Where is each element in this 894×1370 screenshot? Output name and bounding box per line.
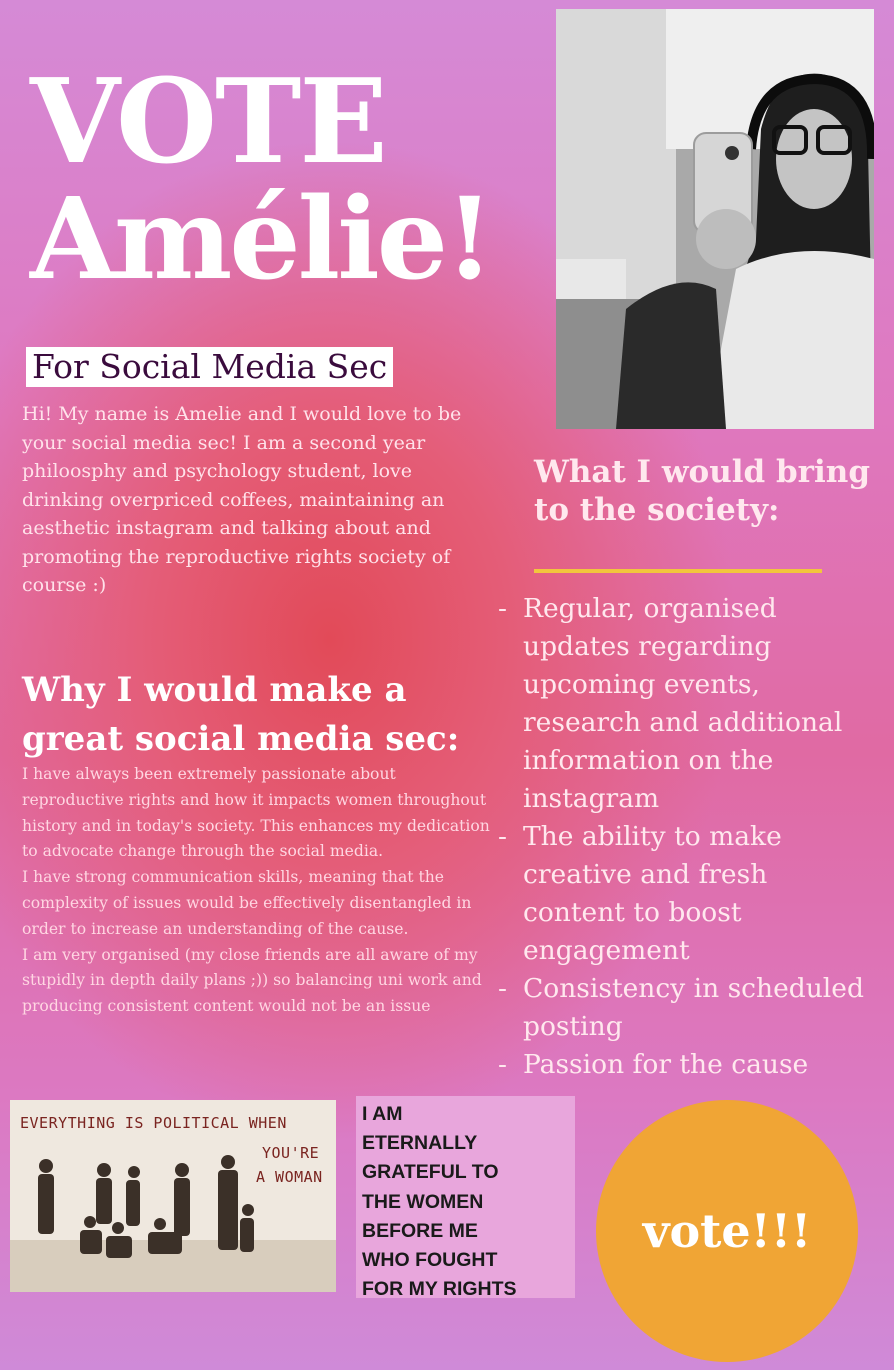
vintage-poster-image (10, 1100, 336, 1292)
bring-item-text: Regular, organised updates regarding upcoming events, research and additional information on the instagram (523, 593, 843, 814)
bring-list-item: - The ability to make creative and fresh content to boost engagement (498, 821, 782, 966)
why-paragraph: I have strong communication skills, meaning that the complexity of issues would be effectively disentangled in order to increase an understanding of the cause. (22, 868, 472, 938)
bring-item-text: Consistency in scheduled posting (523, 973, 864, 1042)
title-vote: VOTE (30, 54, 386, 190)
bring-item-text: Passion for the cause (523, 1049, 809, 1080)
intro-paragraph: Hi! My name is Amelie and I would love to be your social media sec! I am a second year philoosphy and psychology student, love drinking overpriced coffees, maintaining an aesthetic instagram and talking about and promoting the reproductive rights society of course :) (22, 403, 462, 596)
why-paragraph: I am very organised (my close friends are all aware of my stupidly in depth daily plans ;)) so balancing uni work and producing consistent content would not be an issue (22, 945, 482, 1016)
poster-line-1: EVERYTHING IS POLITICAL WHEN (20, 1114, 287, 1132)
bring-list-item: - Passion for the cause (498, 1049, 809, 1080)
quote-box (356, 1096, 575, 1301)
why-body (22, 762, 502, 1020)
bring-list-item: - Regular, organised updates regarding upcoming events, research and additional information on the instagram (498, 593, 843, 814)
vote-badge-label: vote!!! (642, 1204, 812, 1258)
vote-badge (596, 1100, 858, 1362)
poster-line-3: A WOMAN (256, 1168, 323, 1186)
title-name: Amélie! (30, 174, 492, 305)
bring-list-item: - Consistency in scheduled posting (498, 973, 864, 1042)
bring-item-text: The ability to make creative and fresh content to boost engagement (523, 821, 782, 966)
quote-text: I AM ETERNALLY GRATEFUL TO THE WOMEN BEFORE ME WHO FOUGHT FOR MY RIGHTS (362, 1103, 517, 1301)
bring-heading: What I would bring to the society: (534, 454, 870, 528)
poster-line-2: YOU'RE (262, 1144, 320, 1162)
why-paragraph: I have always been extremely passionate about reproductive rights and how it impacts women throughout history and in today's society. This enhances my dedication to advocate change through the social media. (22, 765, 490, 861)
candidate-photo (556, 9, 874, 429)
role-subtitle: For Social Media Sec (26, 347, 393, 387)
why-heading: Why I would make a great social media sec: (22, 670, 460, 759)
women-group-photo (10, 1100, 336, 1292)
accent-divider (534, 569, 822, 573)
mirror-selfie-illustration (556, 9, 874, 429)
bring-list (498, 590, 868, 1084)
